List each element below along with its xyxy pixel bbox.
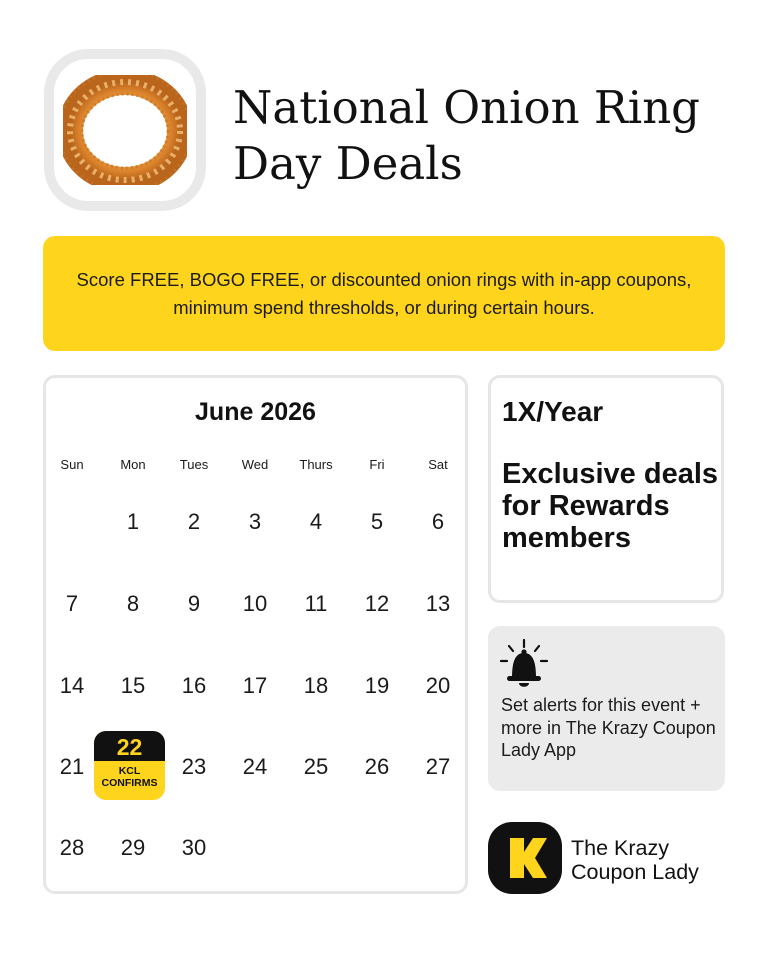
calendar-day[interactable]: 9 (187, 591, 201, 616)
calendar-day[interactable]: 25 (303, 754, 329, 779)
calendar-card (43, 375, 468, 894)
brand-name-line1: The Krazy (571, 836, 669, 860)
calendar-day[interactable]: 2 (187, 509, 201, 534)
alerts-card[interactable] (488, 626, 725, 791)
weekday-label: Wed (241, 457, 269, 472)
calendar-day[interactable]: 12 (364, 591, 390, 616)
calendar-day[interactable]: 26 (364, 754, 390, 779)
calendar-day[interactable]: 11 (304, 591, 328, 616)
rewards-card (488, 375, 724, 603)
calendar-day[interactable]: 10 (242, 591, 268, 616)
calendar-day[interactable]: 29 (120, 835, 146, 860)
calendar-day[interactable]: 16 (181, 673, 207, 698)
calendar-day[interactable]: 7 (65, 591, 79, 616)
calendar-month-title: June 2026 (195, 398, 316, 426)
onion-ring-icon (63, 75, 187, 185)
calendar-day[interactable]: 3 (248, 509, 262, 534)
calendar-day[interactable]: 24 (242, 754, 268, 779)
kcl-logo-icon[interactable] (488, 822, 562, 894)
calendar-day[interactable]: 13 (425, 591, 451, 616)
calendar-day[interactable]: 20 (425, 673, 451, 698)
calendar-day[interactable]: 27 (425, 754, 451, 779)
calendar-day[interactable]: 23 (181, 754, 207, 779)
calendar-day[interactable]: 28 (59, 835, 85, 860)
banner-text: Score FREE, BOGO FREE, or discounted onion rings with in-app coupons, minimum spend thresholds, or during certain hours. (76, 268, 692, 318)
rewards-frequency: 1X/Year (502, 396, 604, 427)
calendar-day[interactable]: 19 (364, 673, 390, 698)
weekday-label: Sun (60, 457, 84, 472)
page-title: National Onion Ring Day Deals (233, 81, 700, 190)
calendar-day[interactable]: 17 (242, 673, 268, 698)
calendar-day[interactable]: 21 (59, 754, 85, 779)
calendar-day[interactable]: 6 (431, 509, 445, 534)
calendar-day[interactable]: 4 (309, 509, 323, 534)
brand-name-line2: Coupon Lady (571, 860, 699, 884)
badge-day-number: 22 (116, 734, 143, 760)
weekday-label: Sat (428, 457, 448, 472)
brand-name[interactable] (571, 836, 741, 884)
calendar-day[interactable]: 5 (370, 509, 384, 534)
bell-icon (498, 638, 550, 692)
calendar-highlight-badge[interactable] (94, 731, 165, 800)
weekday-label: Fri (369, 457, 385, 472)
calendar-day[interactable]: 14 (59, 673, 85, 698)
calendar-day[interactable]: 30 (181, 835, 207, 860)
calendar-day[interactable]: 15 (120, 673, 146, 698)
badge-label (94, 765, 165, 789)
badge-label-line1: KCL (118, 765, 141, 777)
calendar-day[interactable]: 1 (126, 509, 140, 534)
weekday-label: Thurs (299, 457, 333, 472)
calendar-day[interactable]: 8 (126, 591, 140, 616)
rewards-description: Exclusive deals for Rewards members (502, 458, 719, 554)
deals-banner (43, 236, 725, 351)
weekday-label: Mon (120, 457, 146, 472)
calendar-day[interactable]: 18 (303, 673, 329, 698)
weekday-label: Tues (179, 457, 209, 472)
hero-image-frame (44, 49, 206, 211)
alerts-text: Set alerts for this event + more in The Krazy Coupon Lady App (501, 695, 716, 760)
badge-label-line2: CONFIRMS (101, 777, 158, 789)
